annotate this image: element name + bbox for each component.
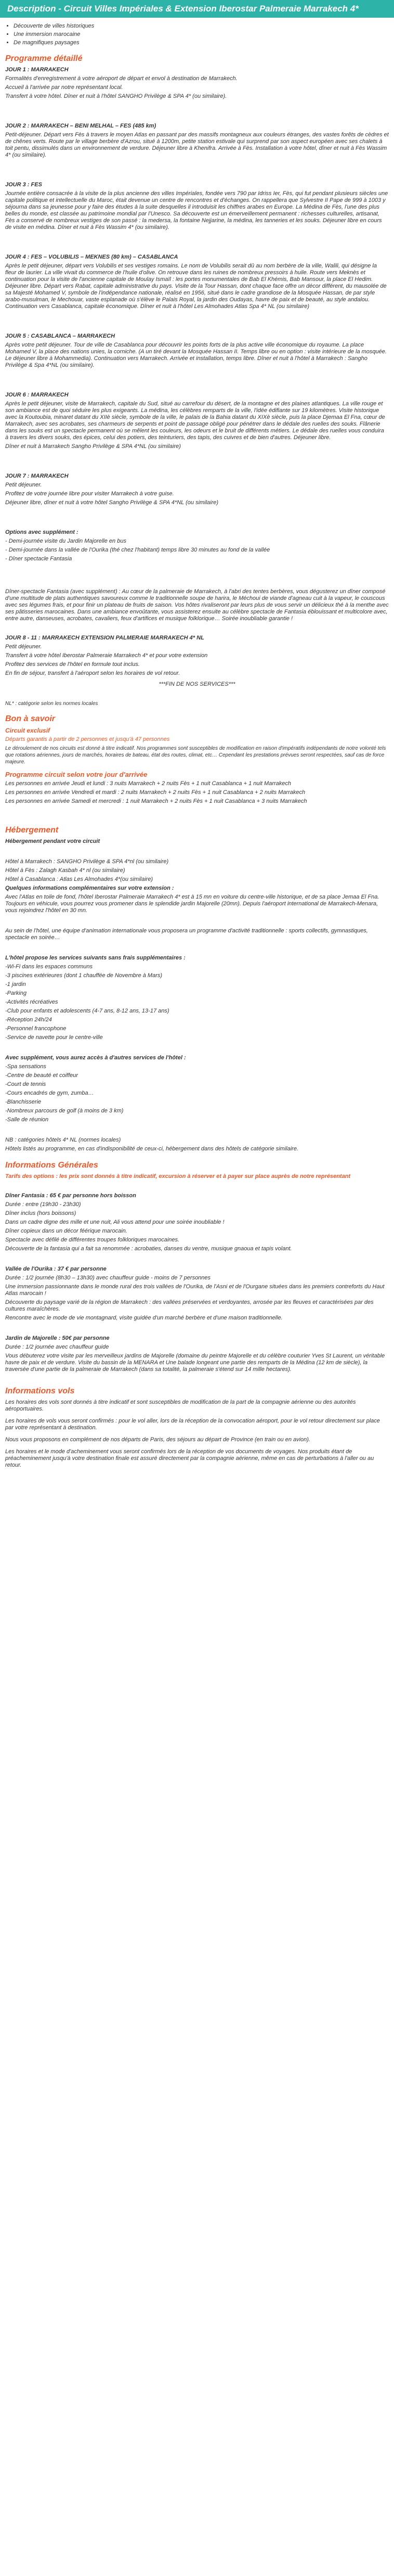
option-info-list (5, 1193, 389, 1373)
service-item: -Wi-Fi dans les espaces communs (5, 964, 93, 970)
option-info-title: Vallée de l'Ourika : 37 € par personne (5, 1266, 107, 1272)
programme-heading: Programme détaillé (5, 54, 83, 63)
hotel-nb: NB : catégories hôtels 4* NL (normes locales) (5, 1137, 121, 1143)
paid-service-item: -Cours encadrés de gym, zumba… (5, 1090, 94, 1096)
day-title: JOUR 4 : FES – VOLUBILIS – MEKNES (80 km) – CASABLANCA (5, 254, 178, 260)
option-info-title: Dîner Fantasia : 65 € par personne hors boisson (5, 1193, 136, 1199)
paid-service-item: -Centre de beauté et coiffeur (5, 1072, 78, 1079)
service-item: -Club pour enfants et adolescents (4-7 ans, 8-12 ans, 13-17 ans) (5, 1008, 169, 1014)
circuit-text: Départs garantis à partir de 2 personnes et jusqu'à 47 personnes (5, 736, 170, 742)
prog-line: Les personnes en arrivée Vendredi et mardi : 2 nuits Marrakech + 2 nuits Fès + 1 nuit Casablanca + 2 nuits Marrakech (5, 789, 306, 796)
paid-service-item: -Court de tennis (5, 1081, 46, 1087)
day-block (5, 392, 389, 450)
vols-heading: Informations vols (5, 1387, 75, 1395)
day-text: Transfert à votre hôtel Iberostar Palmeraie Marrakech 4* et pour votre extension (5, 652, 208, 659)
circuit-note: Le déroulement de nos circuits est donné à titre indicatif. Nos programmes sont susceptibles de modification en raison d'impératifs indépendants de notre volonté tels que rotations aériennes, jours de marchés, horaires de bateau, état des routes, climat, etc… Cependant les prestations prévues seront respectées, sauf cas de force majeure. (5, 746, 386, 765)
day-text: Journée entière consacrée à la visite de la plus ancienne des villes Impériales, fondée vers 790 par Idriss Ier, Fès, qui fut pendant plusieurs siècles une capitale politique et intellectuelle du Maroc, était devenue un centre de rencontres et d'échanges. On rappellera que Sylvestre II Pape de 999 à 1003 y séjourna dans sa jeunesse pour y faire des études à la suite desquelles il introduisit les chiffres arabes en Europe. La Médina de Fès, l'une des plus belles du monde, est classée au patrimoine mondial par l'Unesco. Sa découverte est un émerveillement permanent : richesses culturelles, artisanat, Fès a conservé de nombreux vestiges de son passé : la medersa, la fontaine Nejjarine, la médina, les tanneries et les souks. Déjeuner libre en cours de visite en médina. Dîner et nuit à Fès Wassim 4* (ou similaire). (5, 190, 388, 230)
day-text: Profitez de votre journée libre pour visiter Marrakech à votre guise. (5, 491, 174, 497)
options-list (5, 538, 389, 562)
option-item: - Demi-journée dans la vallée de l'Ourika (thé chez l'habitant) temps libre 30 minutes au fond de la vallée (5, 547, 270, 553)
services-heading: L'hôtel propose les services suivants sans frais supplémentaires : (5, 955, 186, 961)
end-of-services: ***FIN DE NOS SERVICES*** (159, 681, 235, 687)
day-text: Après le petit déjeuner, départ vers Volubilis et ses vestiges romains. Le nom de Volubilis serait dû au nom berbère de la ville, Walili, qui désigne la fleur de laurier. La ville vivait du commerce de l'huile d'olive. On retrouve dans les ruines de nombreux pressoirs à huile. Route vers Meknès et continuation pour la visite de l'ancienne capitale de Moulay Ismaïl : les portes monumentales de Bab El Khémis, Bab Mansour, la place El Hedim. Déjeuner libre. Départ vers Rabat, capitale administrative du pays. Visite de la Tour Hassan, dont chaque face offre un décor différent, du mausolée de sa Majesté Mohamed V, symbole de l'indépendance nationale, réalisé en 1956, situé dans le cadre grandiose de la Mosquée Hassan, de par style arabo-musulman, le Mechouar, vaste esplanade où s'élève le Palais Royal, la jardin des Oudayas, havre de paix et de beauté, au style andalou. Continuation vers Casablanca, capitale économique. Dîner et nuit à l'hôtel Les Almohades Atlas Spa 4* NL (ou similaire) (5, 263, 387, 310)
service-item: -Personnel francophone (5, 1026, 67, 1032)
paid-service-item: -Salle de réunion (5, 1117, 49, 1123)
prog-line: Les personnes en arrivée Jeudi et lundi : 3 nuits Marrakech + 2 nuits Fès + 1 nuit Casablanca + 1 nuit Marrakech (5, 780, 291, 787)
hebergement-heading: Hébergement (5, 826, 59, 835)
day-title: JOUR 5 : CASABLANCA – MARRAKECH (5, 333, 115, 339)
day-block (5, 473, 389, 506)
vols-text: Les horaires et le mode d'acheminement vous seront confirmés lors de la réception de vos documents de voyages. Nos produits étant de préacheminement jusqu'à votre destination finale est assuré directement par la compagnie aérienne, même en cas de perturbations à l'aller ou au retour. (5, 1449, 374, 1468)
days-container (5, 67, 389, 506)
extension-text: Avec l'Atlas en toile de fond, l'hôtel Iberostar Palmeraie Marrakech 4* est à 15 mn en voiture du centre-ville historique, et de sa place Jemaa El Fna. Toujours en véhicule, vous pourrez vous promener dans le splendide jardin Majorelle (20mn). Depuis l'aéroport international de Marrakech-Menara, vous rejoindrez l'hôtel en 30 mn. (5, 894, 379, 914)
day-title: JOUR 6 : MARRAKECH (5, 392, 69, 398)
bon-a-savoir-heading: Bon à savoir (5, 714, 56, 723)
day-title: JOUR 2 : MARRAKECH – BENI MELHAL – FES (485 km) (5, 123, 156, 129)
option-info-block (5, 1335, 389, 1373)
nl-note: NL* : catégorie selon les normes locales (5, 701, 98, 707)
hotel-line: Hôtel à Fès : Zalagh Kasbah 4* nl (ou similaire) (5, 867, 125, 874)
option-info-text: Durée : 1/2 journée avec chauffeur guide (5, 1344, 109, 1350)
service-item: -3 piscines extérieures (dont 1 chauffée de Novembre à Mars) (5, 972, 163, 979)
day-block (5, 182, 389, 231)
option-info-block (5, 1193, 389, 1252)
hotel-line: Hôtel à Marrakech : SANGHO Privilège & SPA 4*nl (ou similaire) (5, 858, 169, 865)
day-block (5, 123, 389, 159)
prog-heading: Programme circuit selon votre jour d'arrivée (5, 771, 148, 778)
day-text: Profitez des services de l'hôtel en formule tout inclus. (5, 661, 140, 668)
day-title: JOUR 3 : FES (5, 182, 42, 188)
day-text: Formalités d'enregistrement à votre aéroport de départ et envol à destination de Marrakech. (5, 75, 238, 82)
day-text: En fin de séjour, transfert à l'aéroport selon les horaires de vol retour. (5, 670, 180, 676)
option-info-text: Durée : 1/2 journée (8h30 – 13h30) avec chauffeur guide - moins de 7 personnes (5, 1275, 211, 1281)
highlight-item: • Découverte de villes historiques (14, 22, 389, 30)
option-info-text: Découverte du paysage varié de la région de Marrakech : des vallées préservées et verdoyantes, arrosée par les fleuves et caractérisées par des cultures maraîchères. (5, 1299, 374, 1312)
highlight-item: • Une immersion marocaine (14, 30, 389, 39)
day-text: Transfert à votre hôtel. Dîner et nuit à l'hôtel SANGHO Privilège & SPA 4* (ou similaire). (5, 93, 227, 99)
fantasia-text: Dîner-spectacle Fantasia (avec supplément) : Au cœur de la palmeraie de Marrakech, à l'abri des tentes berbères, vous dégusterez un dîner composé d'une multitude de plats authentiques savoureux comme le traditionnelle soupe de harira, le Méchoui de viande d'agneau cuit à la vapeur, le couscous avec ses légumes frais, et pour finir un plateau de fruits de saison. Vos hôtes rivaliseront par leurs plus de vous servir un délicieux thé à la menthe avec ses pâtisseries marocaines. Dans une ambiance envoûtante, vous assisterez ensuite au célèbre spectacle de Fantasia éblouissant et multicolore avec, entre autre, danseuses, acrobates, cavaliers, feux d'artifices et musique folklorique… Soirée inoubliable garantie ! (5, 588, 389, 622)
paid-list (5, 1063, 389, 1123)
day-text: Après le petit déjeuner, visite de Marrakech, capitale du Sud, situé au carrefour du désert, de la montagne et des plaines atlantiques. La ville rouge et son ambiance est de quoi séduire les plus exigeants. La médina, les célèbres remparts de la ville, l'idée édifiante sur 19 kilomètres. Visite historique avec la Koutoubia, minaret datant du XIIè siècle, symbole de la ville, le palais de la Bahia datant du XIXè siècle, puis la place Djemaa El Fna, cœur de Marrakech, avec ses acrobates, ses charmeurs de serpents et point de passage obligé pour pénétrer dans le dédale des ruelles des souks. Flânerie dans les souks est un spectacle permanent où se mêlent les couleurs, les odeurs et le bruit de différents métiers. Le dédale des ruelles vous conduira à travers les divers souks, des épices, celui des potiers, des teinturiers, des tapis, des cuivres et de bien d'autres. Déjeuner libre. (5, 401, 385, 441)
option-info-text: Dîner copieux dans un décor féérique marocain. (5, 1228, 127, 1234)
option-info-text: Une immersion passionnante dans le monde rural des trois vallées de l'Ourika, de l'Asni et de l'Ourgane situées dans les premiers contreforts du Haut Atlas marocain ! (5, 1284, 385, 1297)
highlight-item: • De magnifiques paysages (14, 39, 389, 47)
option-info-text: Dans un cadre digne des mille et une nuit, Ali vous attend pour une soirée inoubliable ! (5, 1219, 225, 1225)
option-info-text: Découverte de la fantasia qui a fait sa renommée : acrobaties, danses du ventre, musique gnaoua et tapis volant. (5, 1246, 292, 1252)
paid-service-item: -Spa sensations (5, 1063, 46, 1070)
animation-text: Au sein de l'hôtel, une équipe d'animation internationale vous proposera un programme d'activité traditionnelle : sports collectifs, gymnastiques, spectacle en soirée… (5, 928, 368, 941)
vols-text: Nous vous proposons en complément de nos départs de Paris, des séjours au départ de Province (en train ou en avion). (5, 1437, 311, 1443)
services-list (5, 964, 389, 1041)
option-info-text: Rencontre avec le mode de vie montagnard, visite guidée d'un marché berbère et d'une maison traditionnelle. (5, 1315, 283, 1321)
day8-lines (5, 644, 389, 677)
vols-text: Les horaires de vols vous seront confirmés : pour le vol aller, lors de la réception de la convocation aéroport, pour le vol retour directement sur place par votre représentant à destination. (5, 1418, 380, 1431)
day-block (5, 333, 389, 369)
day-text: Après votre petit déjeuner. Tour de ville de Casablanca pour découvrir les points forts de la plus active ville économique du royaume. La place Mohamed V, la place des nations unies, la corniche. (A un tiré devant la Mosquée Hassan II. Temps libre ou en option : visite intérieure de la mosquée. Le déjeuner libre à Mohammedia). Continuation vers Marrakech. Arrivée et installation, temps libre. Dîner et nuit à l'hôtel à Marrakech : Sangho Privilège & Spa 4*NL (ou similaire). (5, 342, 387, 368)
service-item: -Activités récréatives (5, 999, 58, 1005)
option-info-text: Vous débuterez votre visite par les merveilleux jardins de Majorelle (domaine du peintre Majorelle et du célèbre couturier Yves St Laurent, un véritable havre de paix et de verdure. Visite du bassin de la MENARA et Une balade longeant une partie des remparts de la Médina (12 km de siècle), la traversée d'une partie de la palmeraie de Marrakech (dans sa totalité, la palmeraie s'étend sur 14 mille hectares). (5, 1353, 385, 1373)
paid-heading: Avec supplément, vous aurez accès à d'autres services de l'hôtel : (5, 1055, 186, 1061)
day-text: Petit déjeuner. (5, 482, 42, 488)
day-text: Dîner et nuit à Marrakech Sangho Privilège & SPA 4*NL (ou similaire) (5, 443, 181, 450)
day-title: JOUR 1 : MARRAKECH (5, 67, 69, 73)
service-item: -Parking (5, 990, 27, 996)
paid-service-item: -Blanchisserie (5, 1099, 42, 1105)
hotel-line: Hôtel à Casablanca : Atlas Les Almohades 4*(ou similaire) (5, 876, 153, 882)
prog-line: Les personnes en arrivée Samedi et mercredi : 1 nuit Marrakech + 2 nuits Fès + 1 nuit Casablanca + 3 nuits Marrakech (5, 798, 307, 804)
vols-text: Les horaires des vols sont donnés à titre indicatif et sont susceptibles de modification de la part de la compagnie aérienne ou des autorités aéroportuaires. (5, 1399, 356, 1412)
vols-list (5, 1399, 389, 1469)
day-text: Petit-déjeuner. Départ vers Fès à travers le moyen Atlas en passant par des massifs montagneux aux couleurs étranges, des vastes forêts de cèdres et de chênes verts. Route par le village berbère d'Azrou, situé à 1200m, petite station estivale qui surprend par son aspect européen avec ses chalets à toit pentu, dissimulés dans un environnement de verdure. Déjeuner libre à Khenifra. Arrivée à Fès. Installation à votre hôtel, dîner et nuit à Fès Wassim 4* (ou similaire). (5, 132, 389, 158)
infos-heading: Informations Générales (5, 1161, 98, 1170)
day-title: JOUR 8 - 11 : MARRAKECH EXTENSION PALMERAIE MARRAKECH 4* NL (5, 635, 204, 641)
paid-service-item: -Nombreux parcours de golf (à moins de 3 km) (5, 1108, 124, 1114)
option-item: - Demi-journée visite du Jardin Majorelle en bus (5, 538, 126, 544)
option-item: - Dîner spectacle Fantasia (5, 556, 72, 562)
tarifs-text: Tarifs des options : les prix sont donnés à titre indicatif, excursion à réserver et à payer sur place auprès de notre représentant (5, 1173, 351, 1180)
service-item: -Réception 24h/24 (5, 1017, 52, 1023)
hebergement-sub: Hébergement pendant votre circuit (5, 838, 100, 844)
day-block (5, 254, 389, 310)
options-heading: Options avec supplément : (5, 529, 78, 535)
day-block (5, 67, 389, 100)
extension-heading: Quelques informations complémentaires sur votre extension : (5, 885, 174, 891)
option-info-title: Jardin de Majorelle : 50€ par personne (5, 1335, 110, 1341)
option-info-text: Spectacle avec défilé de différentes troupes folkloriques marocaines. (5, 1237, 180, 1243)
day-text: Petit déjeuner. (5, 644, 42, 650)
option-info-block (5, 1266, 389, 1322)
day-title: JOUR 7 : MARRAKECH (5, 473, 69, 479)
page-title: Description - Circuit Villes Impériales & Extension Iberostar Palmeraie Marrakech 4* (0, 0, 394, 18)
day-text: Déjeuner libre, dîner et nuit à votre hôtel Sangho Privilège & SPA 4*NL (ou similaire) (5, 499, 219, 506)
service-item: -Service de navette pour le centre-ville (5, 1034, 103, 1041)
circuit-heading: Circuit exclusif (5, 727, 50, 734)
option-info-text: Durée : entre (19h30 - 23h30) (5, 1201, 81, 1208)
hotel-nb2: Hôtels listés au programme, en cas d'indisponibilité de ceux-ci, hébergement dans des hôtels de catégorie similaire. (5, 1146, 299, 1152)
service-item: -1 jardin (5, 981, 26, 988)
highlights-list (5, 22, 389, 47)
day-text: Accueil à l'arrivée par notre représentant local. (5, 84, 123, 91)
option-info-text: Dîner inclus (hors boissons) (5, 1210, 76, 1216)
